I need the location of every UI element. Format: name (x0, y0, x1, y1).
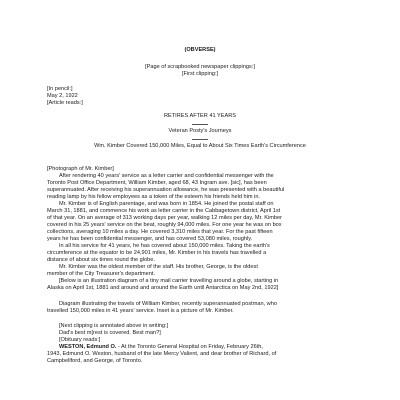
clipping-note: [Page of scrapbooked newspaper clippings:] (145, 64, 255, 70)
photo-note: [Photograph of Mr. Kimber] (47, 166, 114, 172)
para6-line: travelled 150,000 miles in 41 years' service. Inset is a picture of Mr. Kimber. (47, 308, 234, 314)
para1-line: reading lamp by his fellow employees as a token of the esteem his friends held him in. (47, 194, 260, 200)
subhead-divider (192, 139, 208, 140)
first-clipping-note: [First clipping:] (181, 71, 219, 77)
para1-line: superannuated. After receiving his superannuation allowance, he was presented with a beautiful (47, 187, 285, 193)
para2-line: of that year. On an average of 313 working days per year, walking 12 miles per day, Mr. Kimber (47, 215, 282, 221)
obituary-line: Campbellford, and George, of Toronto. (47, 358, 143, 364)
para1-line: Toronto Post Office Department, William Kimber, aged 68, 43 Ingram ave. [sic], has been (47, 180, 267, 186)
para2-line: covered in his 25 years' service on the beat, roughly 94,000 miles. For one year he was on box (47, 222, 282, 228)
para2-line: Mr. Kimber is of English parentage, and was born in 1854. He joined the postal staff on (59, 201, 274, 207)
para3-line: circumference at the equator to be 24,901 miles, Mr. Kimber in his travels has travelled a (47, 250, 267, 256)
para6-line: Diagram illustrating the travels of William Kimber, recently superannuated postman, who (59, 301, 277, 307)
obituary-first-line (59, 344, 263, 351)
article-reads-note: [Article reads:] (47, 100, 83, 106)
para2-line: March 31, 1881, and commence his work as letter carrier in the Cabbagetown district, April 1st (47, 208, 281, 214)
para4-line: member of the City Treasurer's department. (47, 271, 156, 277)
para2-line: collections, averaging 10 miles a day. He covered 3,310 miles that year. For the past fifteen (47, 229, 273, 235)
headline-divider (192, 124, 208, 125)
para5-line: [Below is an illustration diagram of a tiny mail carrier travelling around a globe, starting in (59, 278, 279, 284)
para1-line: After rendering 40 years' service as a letter carrier and confidential messenger with the (59, 173, 274, 179)
article-headline: RETIRES AFTER 41 YEARS (163, 113, 237, 119)
handwritten-note: Dad's best m[rest is covered. Best man?] (59, 330, 161, 336)
article-subhead-2: Wm. Kimber Covered 150,000 Miles, Equal to About Six Times Earth's Circumference (94, 143, 306, 149)
pencil-date: May 2, 1922 (47, 93, 78, 99)
para3-line: In all his service for 41 years, he has covered about 150,000 miles. Taking the earth's (59, 243, 270, 249)
pencil-note: [In pencil:] (47, 86, 73, 92)
article-subhead: Veteran Posty's Journeys (168, 128, 232, 134)
obverse-heading: (OBVERSE) (184, 47, 216, 53)
obituary-text: - At the Toronto General Hospital on Friday, February 26th, (116, 344, 263, 350)
obituary-line: 1943, Edmund O. Weston, husband of the late Mercy Valient, and dear brother of Richard, of (47, 351, 277, 357)
next-clipping-note: [Next clipping is annotated above in writing:] (59, 323, 169, 329)
para3-line: distance of about six times round the globe. (47, 257, 155, 263)
obituary-name: WESTON, Edmund O. (59, 344, 117, 350)
para2-line: years he has been confidential messenger, and has covered 53,080 miles, roughly. (47, 236, 253, 242)
obituary-reads-note: [Obituary reads:] (59, 337, 101, 343)
para4-line: Mr. Kimber was the oldest member of the staff. His brother, George, is the oldest (59, 264, 258, 270)
para5-line: Alaska on April 1st, 1881 and around and around the Earth until Antarctica on May 2nd, 1922] (47, 285, 279, 291)
